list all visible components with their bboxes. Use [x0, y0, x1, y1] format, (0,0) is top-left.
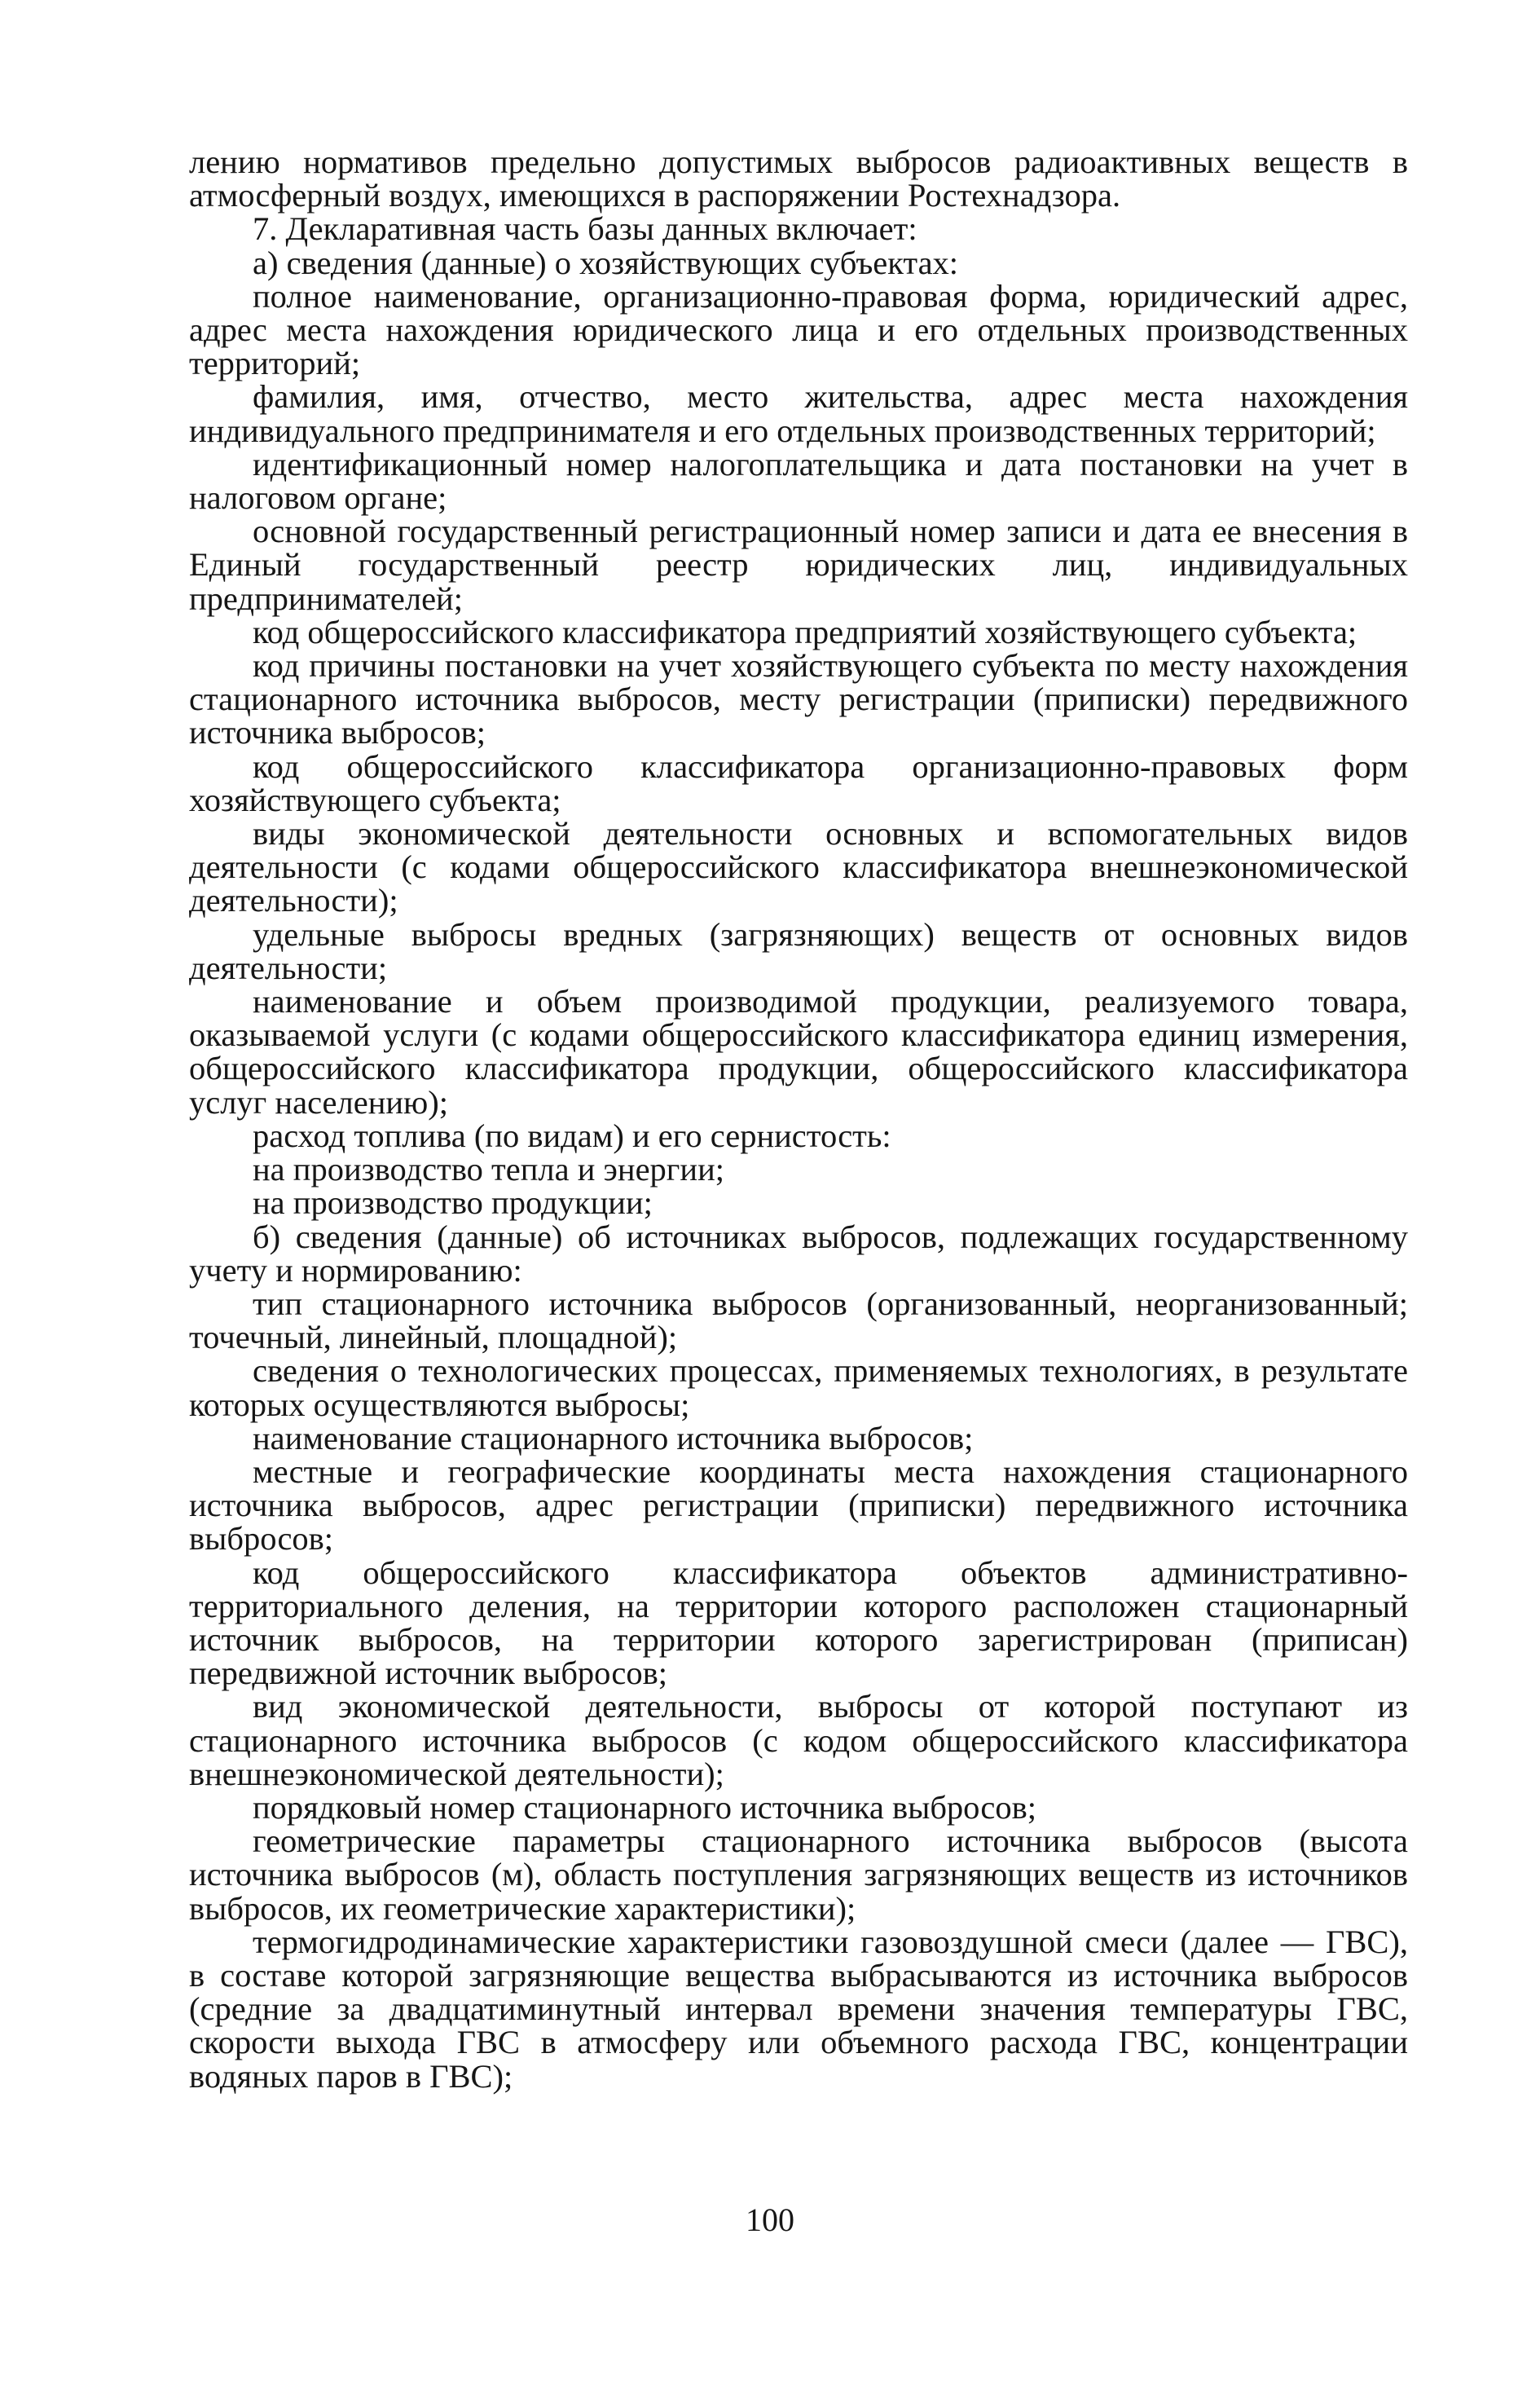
paragraph: тип стационарного источника выбросов (организованный, неорганизованный; точечный, линейный, площадной); [189, 1285, 1408, 1356]
paragraph: лению нормативов предельно допустимых выбросов радиоактивных веществ в атмосферный воздух, имеющихся в распоряжении Ростехнадзора. [189, 143, 1408, 214]
paragraph: термогидродинамические характеристики газовоздушной смеси (далее — ГВС), в составе которой загрязняющие вещества выбрасываются из источника выбросов (средние за двадцатиминутный интервал времени значения температуры ГВС, скорости выхода ГВС в атмосферу или объемного расхода ГВС, концентрации водяных паров в ГВС); [189, 1923, 1408, 2095]
paragraph: полное наименование, организационно-правовая форма, юридический адрес, адрес места нахождения юридического лица и его отдельных производственных территорий; [189, 277, 1408, 382]
paragraph: на производство продукции; [253, 1184, 653, 1222]
paragraph: наименование стационарного источника выбросов; [253, 1419, 974, 1456]
paragraph: б) сведения (данные) об источниках выбросов, подлежащих государственному учету и нормированию: [189, 1218, 1408, 1289]
paragraph: вид экономической деятельности, выбросы от которой поступают из стационарного источника выбросов (с кодом общероссийского классификатора внешнеэкономической деятельности); [189, 1688, 1408, 1792]
paragraph: фамилия, имя, отчество, место жительства, адрес места нахождения индивидуального предпринимателя и его отдельных производственных территорий; [189, 378, 1408, 449]
paragraph: расход топлива (по видам) и его сернистость: [253, 1117, 891, 1154]
paragraph: виды экономической деятельности основных и вспомогательных видов деятельности (с кодами общероссийского классификатора внешнеэкономической деятельности); [189, 815, 1408, 919]
paragraph: геометрические параметры стационарного источника выбросов (высота источника выбросов (м), область поступления загрязняющих веществ из источников выбросов, их геометрические характеристики); [189, 1822, 1408, 1927]
paragraph: наименование и объем производимой продукции, реализуемого товара, оказываемой услуги (с кодами общероссийского классификатора единиц измерения, общероссийского классификатора продукции, общероссийского классификатора услуг населению); [189, 983, 1408, 1121]
paragraph: код общероссийского классификатора предприятий хозяйствующего субъекта; [253, 613, 1357, 650]
paragraph: 7. Декларативная часть базы данных включает: [253, 210, 917, 248]
paragraph: код причины постановки на учет хозяйствующего субъекта по месту нахождения стационарного источника выбросов, месту регистрации (приписки) передвижного источника выбросов; [189, 647, 1408, 751]
paragraph: удельные выбросы вредных (загрязняющих) веществ от основных видов деятельности; [189, 915, 1408, 986]
paragraph: основной государственный регистрационный номер записи и дата ее внесения в Единый государственный реестр юридических лиц, индивидуальных предпринимателей; [189, 513, 1408, 617]
page-number: 100 [746, 2201, 794, 2238]
paragraph: код общероссийского классификатора организационно-правовых форм хозяйствующего субъекта; [189, 747, 1408, 818]
paragraph: сведения о технологических процессах, применяемых технологиях, в результате которых осуществляются выбросы; [189, 1352, 1408, 1423]
paragraph: код общероссийского классификатора объектов административно-территориального деления, на территории которого расположен стационарный источник выбросов, на территории которого зарегистрирован (приписан) передвижной источник выбросов; [189, 1553, 1408, 1692]
paragraph: на производство тепла и энергии; [253, 1151, 725, 1188]
document-page [189, 145, 1408, 2093]
paragraph: порядковый номер стационарного источника выбросов; [253, 1788, 1037, 1826]
paragraph: местные и географические координаты места нахождения стационарного источника выбросов, адрес регистрации (приписки) передвижного источника выбросов; [189, 1452, 1408, 1558]
paragraph: идентификационный номер налогоплательщика и дата постановки на учет в налоговом органе; [189, 445, 1408, 517]
paragraph: а) сведения (данные) о хозяйствующих субъектах: [253, 244, 959, 281]
